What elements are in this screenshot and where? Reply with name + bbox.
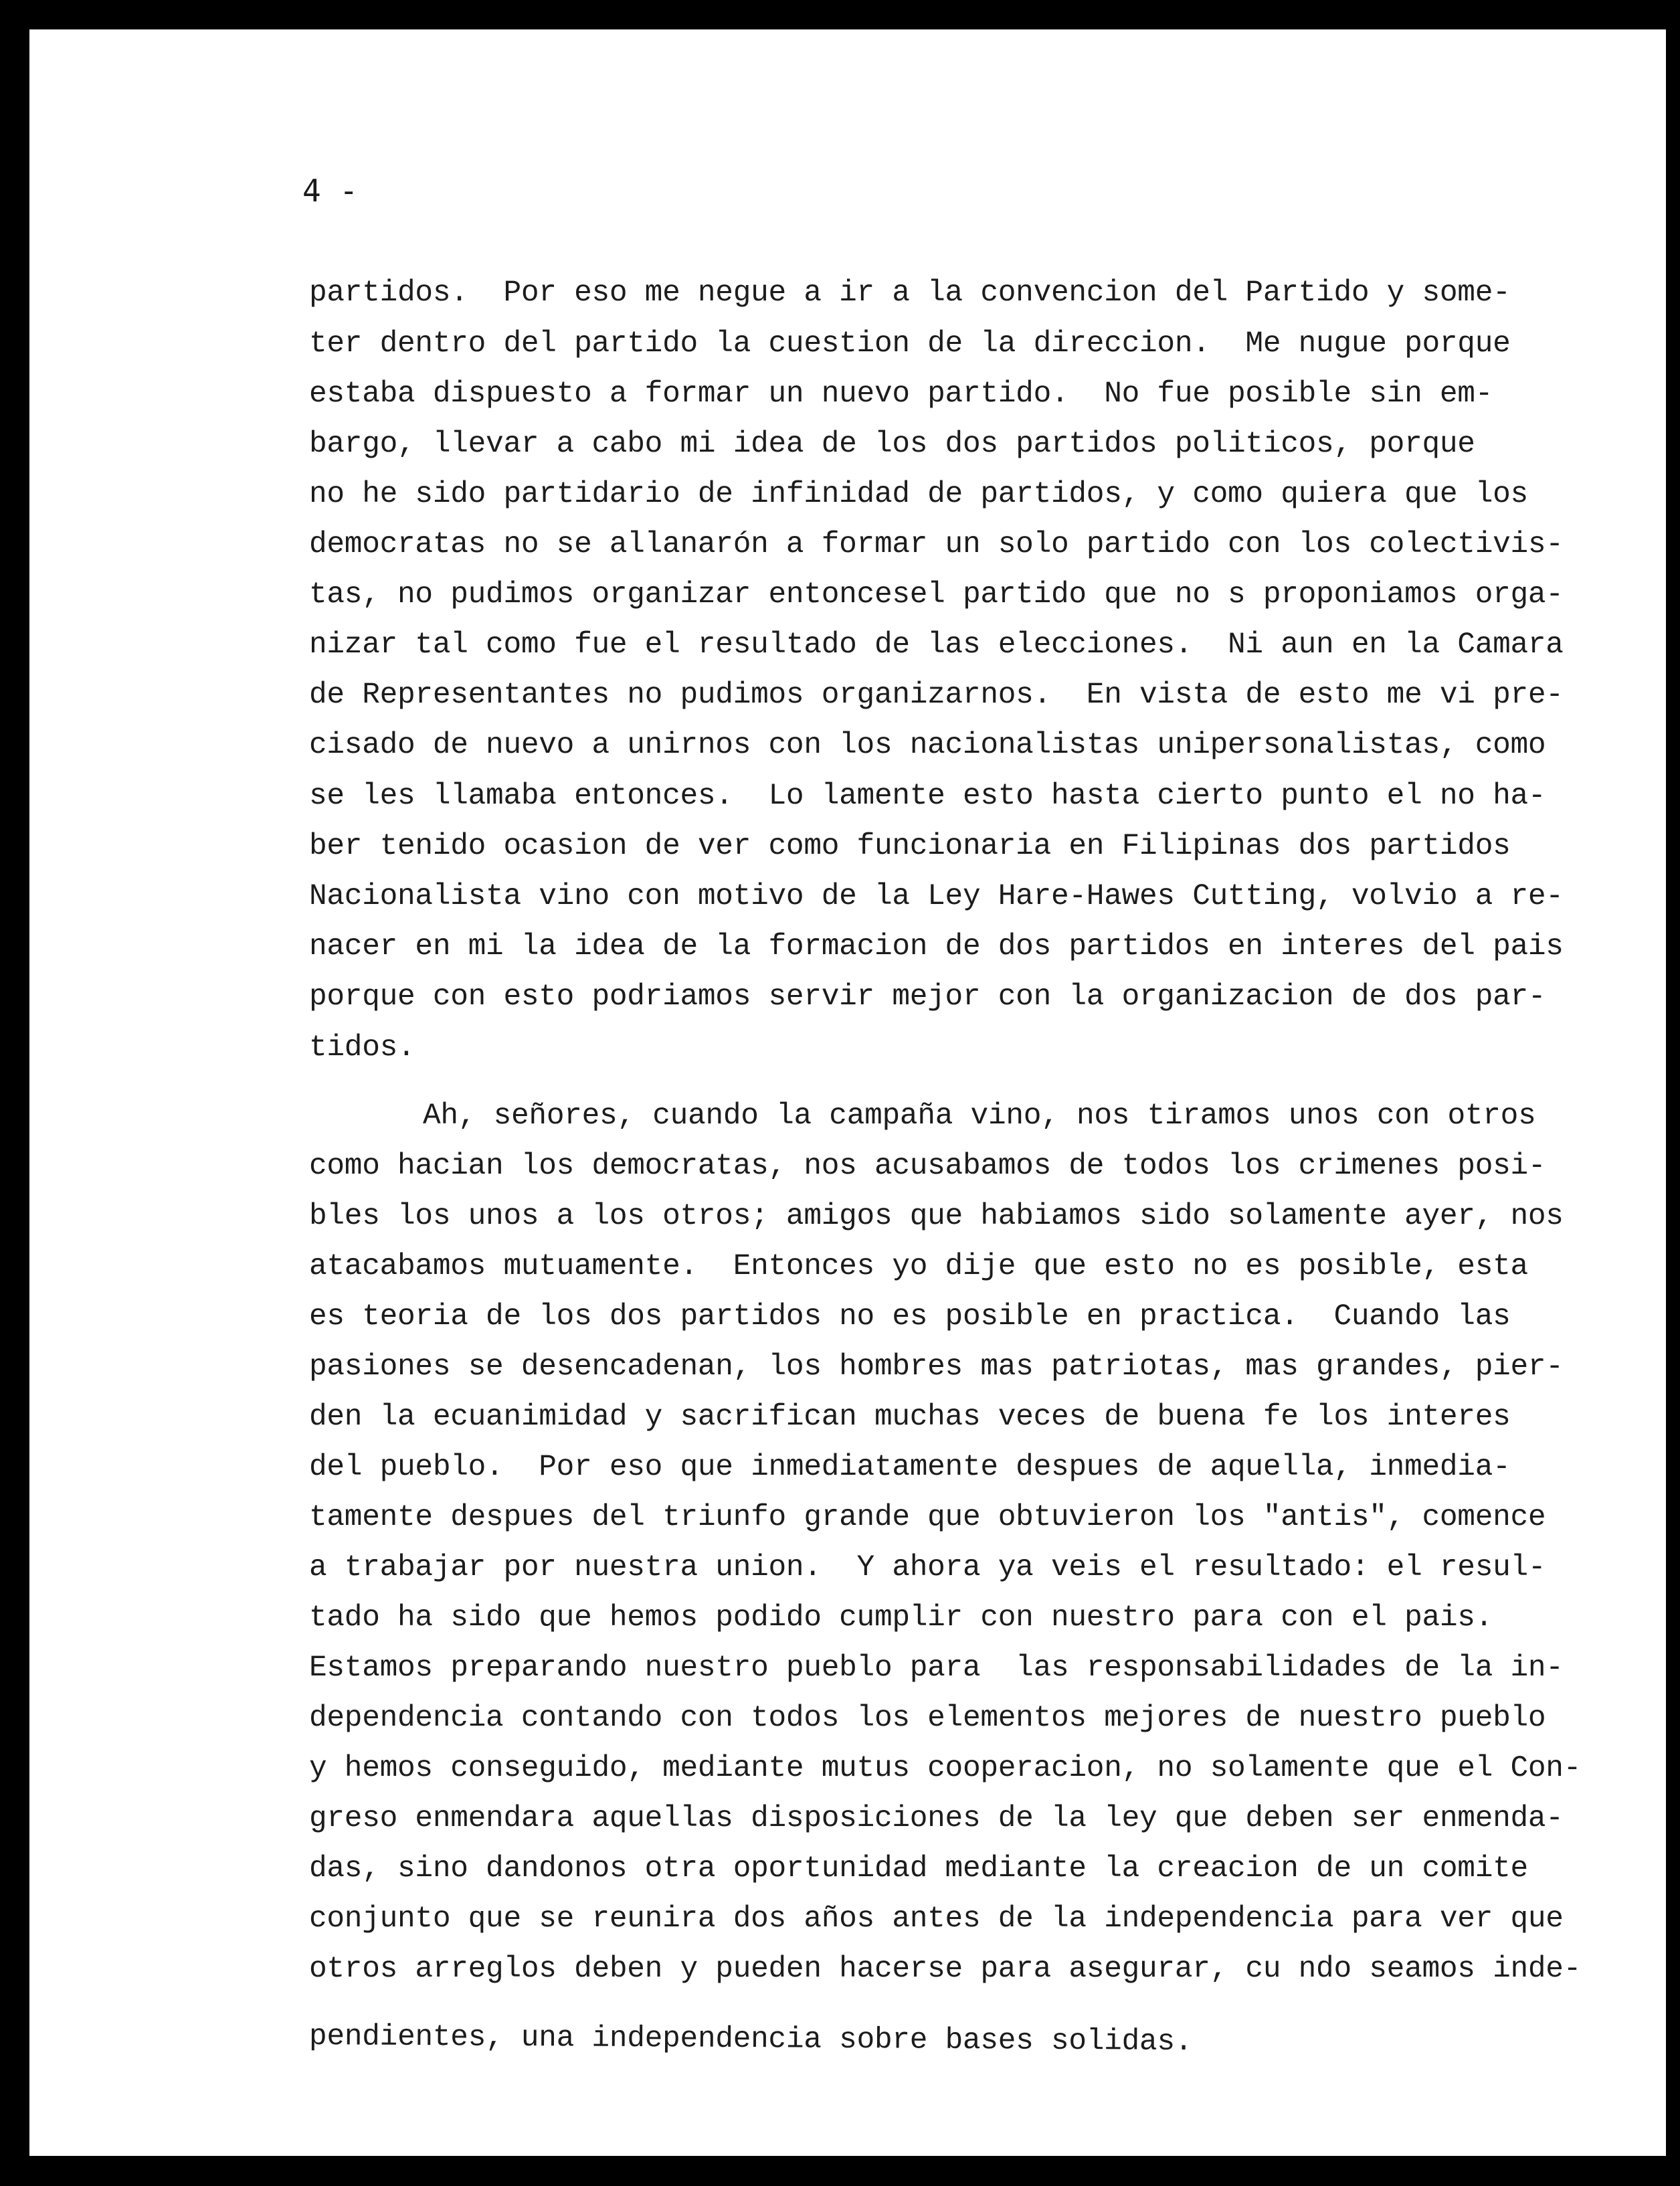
text-line: democratas no se allanarón a formar un solo partido con los colectivis- [309, 528, 1564, 561]
page-number: 4 - [302, 173, 359, 209]
text-line: tado ha sido que hemos podido cumplir con nuestro para con el pais. [309, 1601, 1493, 1635]
text-line: Estamos preparando nuestro pueblo para las responsabilidades de la in- [309, 1651, 1564, 1685]
text-line: de Representantes no pudimos organizarnos. En vista de esto me vi pre- [309, 678, 1564, 712]
text-line: pasiones se desencadenan, los hombres mas patriotas, mas grandes, pier- [309, 1350, 1564, 1384]
text-line: Nacionalista vino con motivo de la Ley Hare-Hawes Cutting, volvio a re- [309, 880, 1564, 913]
text-line: tamente despues del triunfo grande que obtuvieron los "antis", comence [309, 1501, 1546, 1534]
text-line: ber tenido ocasion de ver como funcionaria en Filipinas dos partidos [309, 830, 1511, 863]
text-line: otros arreglos deben y pueden hacerse para asegurar, cu ndo seamos inde- [309, 1952, 1582, 1986]
text-line: estaba dispuesto a formar un nuevo partido. No fue posible sin em- [309, 377, 1493, 411]
text-line: porque con esto podriamos servir mejor con la organizacion de dos par- [309, 980, 1546, 1014]
text-line: del pueblo. Por eso que inmediatamente despues de aquella, inmedia- [309, 1451, 1511, 1484]
text-line: se les llamaba entonces. Lo lamente esto hasta cierto punto el no ha- [309, 780, 1546, 813]
text-line: tas, no pudimos organizar entoncesel partido que no s proponiamos orga- [309, 578, 1564, 612]
text-line: a trabajar por nuestra union. Y ahora ya veis el resultado: el resul- [309, 1551, 1546, 1584]
text-line: bargo, llevar a cabo mi idea de los dos partidos politicos, porque [309, 428, 1475, 461]
text-line: atacabamos mutuamente. Entonces yo dije que esto no es posible, esta [309, 1250, 1528, 1283]
text-line: tidos. [309, 1031, 415, 1065]
text-line: bles los unos a los otros; amigos que habiamos sido solamente ayer, nos [309, 1200, 1564, 1233]
text-line: nizar tal como fue el resultado de las elecciones. Ni aun en la Camara [309, 628, 1564, 662]
text-line: como hacian los democratas, nos acusabamos de todos los crimenes posi- [309, 1150, 1546, 1183]
text-line: cisado de nuevo a unirnos con los nacionalistas unipersonalistas, como [309, 729, 1546, 762]
text-line: es teoria de los dos partidos no es posible en practica. Cuando las [309, 1300, 1511, 1334]
document-page [29, 29, 1666, 2156]
text-line: greso enmendara aquellas disposiciones de la ley que deben ser enmenda- [309, 1802, 1564, 1835]
text-line: partidos. Por eso me negue a ir a la convencion del Partido y some- [309, 276, 1511, 310]
text-line: dependencia contando con todos los elementos mejores de nuestro pueblo [309, 1702, 1546, 1735]
text-line: no he sido partidario de infinidad de partidos, y como quiera que los [309, 478, 1528, 511]
text-line: conjunto que se reunira dos años antes de la independencia para ver que [309, 1902, 1564, 1936]
text-line: Ah, señores, cuando la campaña vino, nos tiramos unos con otros [423, 1099, 1536, 1133]
text-line: nacer en mi la idea de la formacion de dos partidos en interes del pais [309, 930, 1564, 964]
text-line: y hemos conseguido, mediante mutus cooperacion, no solamente que el Con- [309, 1752, 1582, 1785]
text-line: den la ecuanimidad y sacrifican muchas veces de buena fe los interes [309, 1400, 1511, 1434]
text-line: ter dentro del partido la cuestion de la direccion. Me nugue porque [309, 327, 1511, 361]
text-line: das, sino dandonos otra oportunidad mediante la creacion de un comite [309, 1852, 1528, 1886]
text-line: pendientes, una independencia sobre bases solidas. [308, 2020, 1193, 2060]
